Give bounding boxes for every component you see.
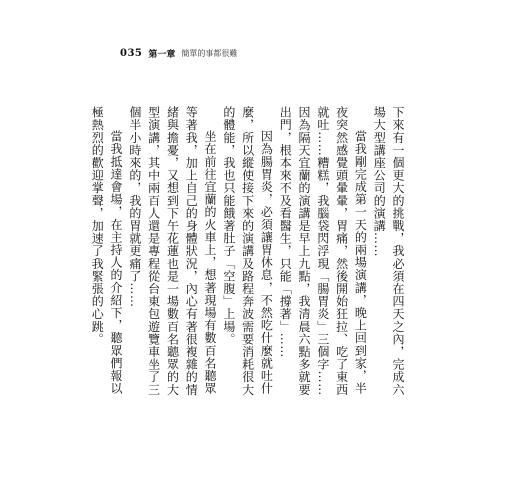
paragraph: 當我剛完成第一天的兩場演講，晚上回到家，半夜突然感覺頭暈暈，胃痛，然後開始狂拉、吃了東西就吐……糟糕，我腦袋閃浮現「腸胃炎」三個字……因為隔天宜蘭的演講是早上九點，我清晨六點多就要出門，根本來不及看醫生，只能「撐著」…… [278, 106, 368, 396]
paragraph: 當我抵達會場，在主持人的介紹下，聽眾們報以極熱烈的歡迎掌聲，加速了我緊張的心跳。 [90, 106, 124, 395]
paragraph: 下來有一個更大的挑戰，我必須在四天之內，完成六場大型講座公司的演講…… [372, 106, 405, 396]
page-number: 035 [120, 48, 143, 59]
paragraph: 因為腸胃炎，必須讓胃休息，不然吃什麼就吐什麼，所以縱使接下來的演講及路程奔波需要消耗很大的體能，我也只能餓著肚子「空腹」上場。 [221, 106, 274, 396]
body-text [90, 106, 407, 406]
chapter-label: 第一章 [148, 50, 176, 60]
paragraph: 坐在前往宜蘭的火車上，想著現場有數百名聽眾等著我，加上自己的身體狀況，內心有著很複雜的情緒與擔憂，又想到下午花蓮也是一場數百名聽眾的大型演講，其中兩百人還是專程從台東包遊覽車坐了三個半小時來的，我的胃就更痛了…… [127, 106, 218, 396]
running-header [120, 47, 237, 60]
chapter-title: 簡單的事都很難 [181, 49, 238, 58]
